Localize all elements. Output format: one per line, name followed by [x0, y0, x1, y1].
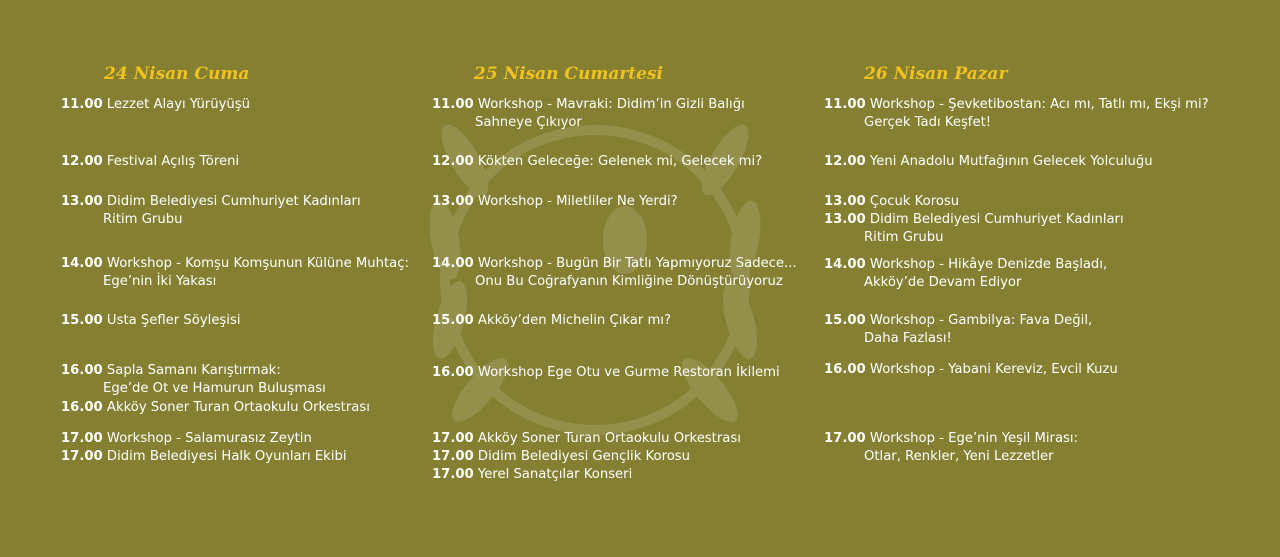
event-title: Çocuk Korosu — [869, 194, 960, 209]
event-time: 16.00 — [824, 362, 866, 377]
event-title: Yeni Anadolu Mutfağının Gelecek Yolculuğu — [869, 154, 1153, 169]
event-title: Kökten Geleceğe: Gelenek mi, Gelecek mi? — [477, 154, 763, 169]
event-time: 13.00 — [432, 194, 474, 209]
event-time: 14.00 — [61, 256, 103, 271]
event-time: 14.00 — [432, 256, 474, 271]
event-title-continued: Onu Bu Coğrafyanın Kimliğine Dönüştürüyoruz — [475, 274, 783, 289]
event-title: Yerel Sanatçılar Konseri — [477, 467, 633, 482]
event-time: 11.00 — [61, 97, 103, 112]
event-title: Lezzet Alayı Yürüyüşü — [106, 97, 250, 112]
event-time: 13.00 — [61, 194, 103, 209]
event-time: 11.00 — [824, 97, 866, 112]
event-time: 16.00 — [61, 400, 103, 415]
event-title-continued: Otlar, Renkler, Yeni Lezzetler — [864, 449, 1054, 464]
event-title-continued: Sahneye Çıkıyor — [475, 115, 582, 130]
event-title: Didim Belediyesi Gençlik Korosu — [477, 449, 691, 464]
event-title-continued: Ritim Grubu — [864, 230, 944, 245]
event-title-continued: Daha Fazlası! — [864, 331, 952, 346]
event-title: Workshop - Şevketibostan: Acı mı, Tatlı mı, Ekşi mi? — [869, 97, 1209, 112]
event-title: Workshop - Salamurasız Zeytin — [106, 431, 312, 446]
day-title: 24 Nisan Cuma — [104, 64, 250, 84]
schedule-item — [824, 312, 1092, 348]
event-title: Workshop - Komşu Komşunun Külüne Muhtaç: — [106, 256, 409, 271]
day-title: 25 Nisan Cumartesi — [474, 64, 663, 84]
event-time: 14.00 — [824, 257, 866, 272]
schedule-item — [824, 256, 1107, 292]
event-title: Workshop - Miletliler Ne Yerdi? — [477, 194, 678, 209]
event-time: 15.00 — [61, 313, 103, 328]
schedule-item — [824, 211, 1124, 247]
schedule-item — [824, 96, 1209, 132]
event-time: 16.00 — [432, 365, 474, 380]
schedule-item — [824, 153, 1153, 171]
event-title-continued: Ritim Grubu — [103, 212, 183, 227]
event-time: 15.00 — [432, 313, 474, 328]
event-time: 13.00 — [824, 212, 866, 227]
event-title: Usta Şefler Söyleşisi — [106, 313, 241, 328]
event-time: 17.00 — [432, 467, 474, 482]
event-title: Festival Açılış Töreni — [106, 154, 240, 169]
event-time: 17.00 — [432, 431, 474, 446]
day-title: 26 Nisan Pazar — [864, 64, 1008, 84]
schedule-item — [824, 430, 1078, 466]
event-title: Akköy’den Michelin Çıkar mı? — [477, 313, 671, 328]
event-time: 17.00 — [824, 431, 866, 446]
schedule-item — [824, 361, 1118, 379]
event-title: Akköy Soner Turan Ortaokulu Orkestrası — [477, 431, 741, 446]
schedule-item — [824, 193, 959, 211]
event-time: 13.00 — [824, 194, 866, 209]
event-title: Workshop - Mavraki: Didim’in Gizli Balığı — [477, 97, 745, 112]
event-title: Akköy Soner Turan Ortaokulu Orkestrası — [106, 400, 370, 415]
event-time: 11.00 — [432, 97, 474, 112]
event-title-continued: Ege’nin İki Yakası — [103, 274, 217, 289]
event-time: 15.00 — [824, 313, 866, 328]
event-title-continued: Akköy’de Devam Ediyor — [864, 275, 1022, 290]
event-time: 12.00 — [824, 154, 866, 169]
event-title: Workshop - Bugün Bir Tatlı Yapmıyoruz Sadece... — [477, 256, 797, 271]
event-time: 17.00 — [432, 449, 474, 464]
event-title: Workshop - Ege’nin Yeşil Mirası: — [869, 431, 1079, 446]
event-title-continued: Gerçek Tadı Keşfet! — [864, 115, 992, 130]
event-title-continued: Ege’de Ot ve Hamurun Buluşması — [103, 381, 326, 396]
event-time: 12.00 — [432, 154, 474, 169]
event-time: 17.00 — [61, 431, 103, 446]
event-time: 16.00 — [61, 363, 103, 378]
event-title: Didim Belediyesi Cumhuriyet Kadınları — [869, 212, 1124, 227]
event-title: Workshop - Yabani Kereviz, Evcil Kuzu — [869, 362, 1118, 377]
event-title: Workshop Ege Otu ve Gurme Restoran İkilemi — [477, 365, 780, 380]
event-title: Didim Belediyesi Halk Oyunları Ekibi — [106, 449, 347, 464]
event-title: Sapla Samanı Karıştırmak: — [106, 363, 281, 378]
event-time: 12.00 — [61, 154, 103, 169]
event-title: Workshop - Gambilya: Fava Değil, — [869, 313, 1093, 328]
event-title: Didim Belediyesi Cumhuriyet Kadınları — [106, 194, 361, 209]
event-title: Workshop - Hikâye Denizde Başladı, — [869, 257, 1108, 272]
event-time: 17.00 — [61, 449, 103, 464]
